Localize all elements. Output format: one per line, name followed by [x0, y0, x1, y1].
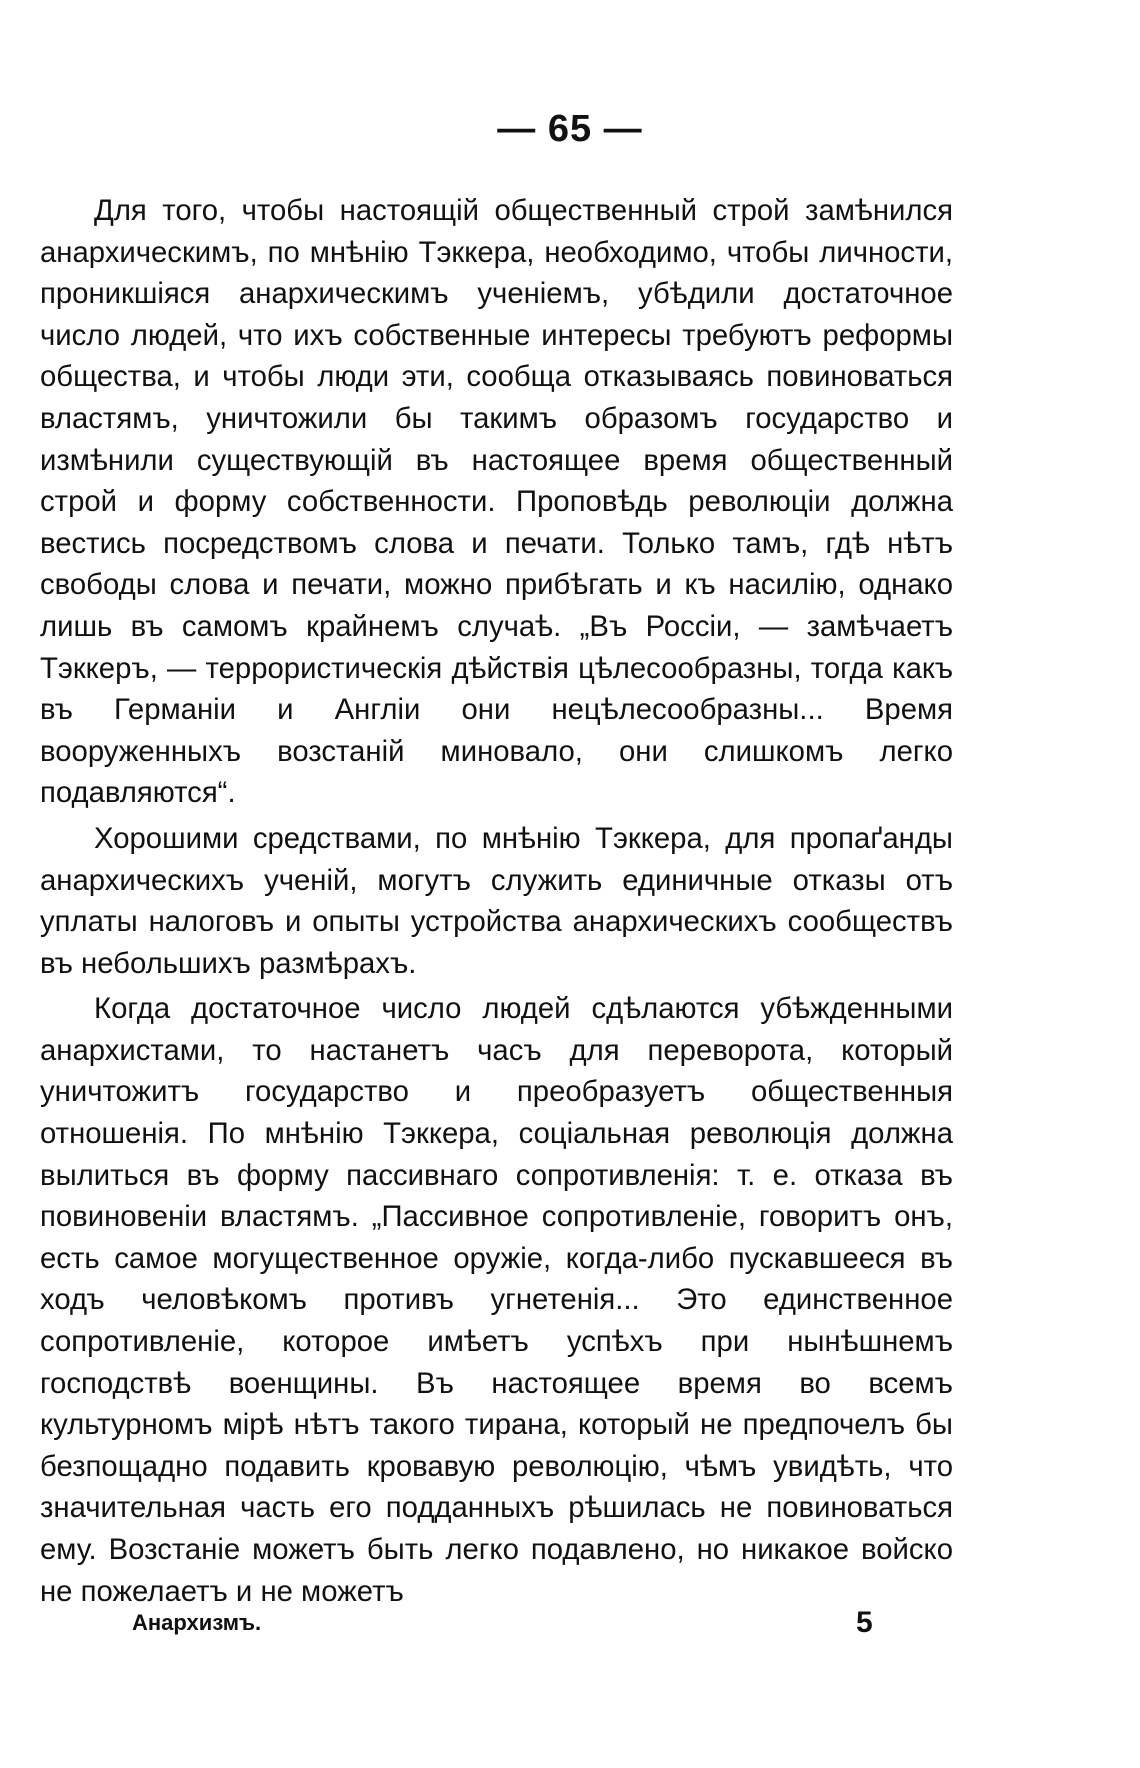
- body-text: [40, 190, 953, 1612]
- footer-book-title: Анархизмъ.: [132, 1610, 262, 1635]
- paragraph-1: Для того, чтобы настоящій общественный строй замѣнился анархическимъ, по мнѣнію Тэккера, необходимо, чтобы личности, проникшіяся анархическимъ ученіемъ, убѣдили достаточное число людей, что ихъ собственные интересы требуютъ реформы общества, и чтобы люди эти, сообща отказываясь повиноваться властямъ, уничтожили бы такимъ образомъ государство и измѣнили существующій въ настоящее время общественный строй и форму собственности. Проповѣдь революціи должна вестись посредствомъ слова и печати. Только тамъ, гдѣ нѣтъ свободы слова и печати, можно прибѣгать и къ насилію, однако лишь въ самомъ крайнемъ случаѣ. „Въ Россіи, — замѣчаетъ Тэккеръ, — террористическія дѣйствія цѣлесообразны, тогда какъ въ Германіи и Англіи они нецѣлесообразны... Время вооруженныхъ возстаній миновало, они слишкомъ легко подавляются“.: [40, 194, 953, 810]
- page-number: — 65 —: [497, 108, 643, 150]
- page-footer: [0, 1606, 1140, 1650]
- paragraph-2: Хорошими средствами, по мнѣнію Тэккера, для пропаґанды анархическихъ ученій, могутъ служить единичные отказы отъ уплаты налоговъ и опыты устройства анархическихъ сообществъ въ небольшихъ размѣрахъ.: [40, 821, 953, 980]
- footer-signature-mark: 5: [856, 1606, 873, 1639]
- paragraph-3: Когда достаточное число людей сдѣлаются убѣжденными анархистами, то настанетъ часъ для переворота, который уничтожитъ государство и преобразуетъ общественныя отношенія. По мнѣнію Тэккера, соціальная революція должна вылиться въ форму пассивнаго сопротивленія: т. е. отказа въ повиновеніи властямъ. „Пассивное сопротивленіе, говоритъ онъ, есть самое могущественное оружіе, когда-либо пускавшееся въ ходъ человѣкомъ противъ угнетенія... Это единственное сопротивленіе, которое имѣетъ успѣхъ при нынѣшнемъ господствѣ военщины. Въ настоящее время во всемъ культурномъ мірѣ нѣтъ такого тирана, который не предпочелъ бы безпощадно подавить кровавую революцію, чѣмъ увидѣть, что значительная часть его подданныхъ рѣшилась не повиноваться ему. Возстаніе можетъ быть легко подавлено, но никакое войско не пожелаетъ и не можетъ: [40, 992, 953, 1608]
